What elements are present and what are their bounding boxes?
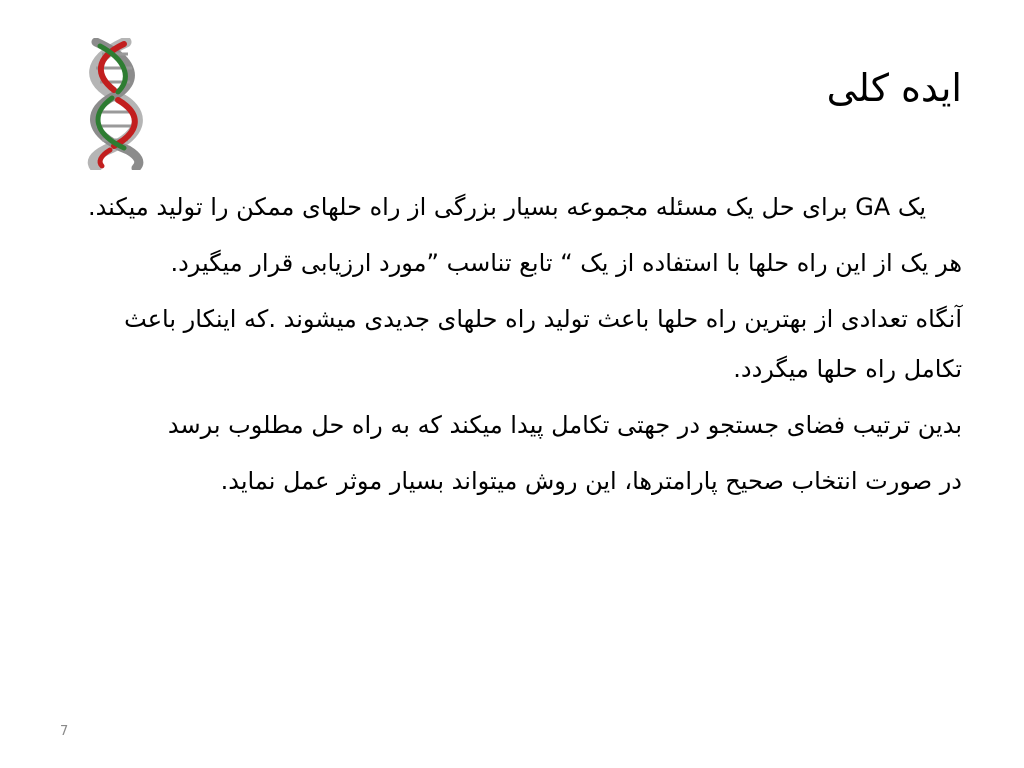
paragraph-5: در صورت انتخاب صحیح پارامترها، این روش میتواند بسیار موثر عمل نماید.	[220, 467, 962, 495]
paragraph-2: هر یک از این راه حلها با استفاده از یک “ تابع تناسب ”مورد ارزیابی قرار میگیرد.	[170, 249, 962, 277]
slide-body	[74, 182, 962, 512]
paragraph-3: آنگاه تعدادی از بهترین راه حلها باعث تولید راه حلهای جدیدی میشوند .که اینکار باعث تکامل راه حلها میگردد.	[124, 305, 962, 383]
paragraph-1: یک GA برای حل یک مسئله مجموعه بسیار بزرگی از راه حلهای ممکن را تولید میکند.	[87, 193, 926, 221]
page-number: 7	[60, 724, 69, 739]
paragraph-4: بدین ترتیب فضای جستجو در جهتی تکامل پیدا میکند که به راه حل مطلوب برسد	[167, 411, 962, 439]
dna-helix-icon	[66, 38, 166, 170]
slide-title: ایده کلی	[826, 66, 962, 110]
